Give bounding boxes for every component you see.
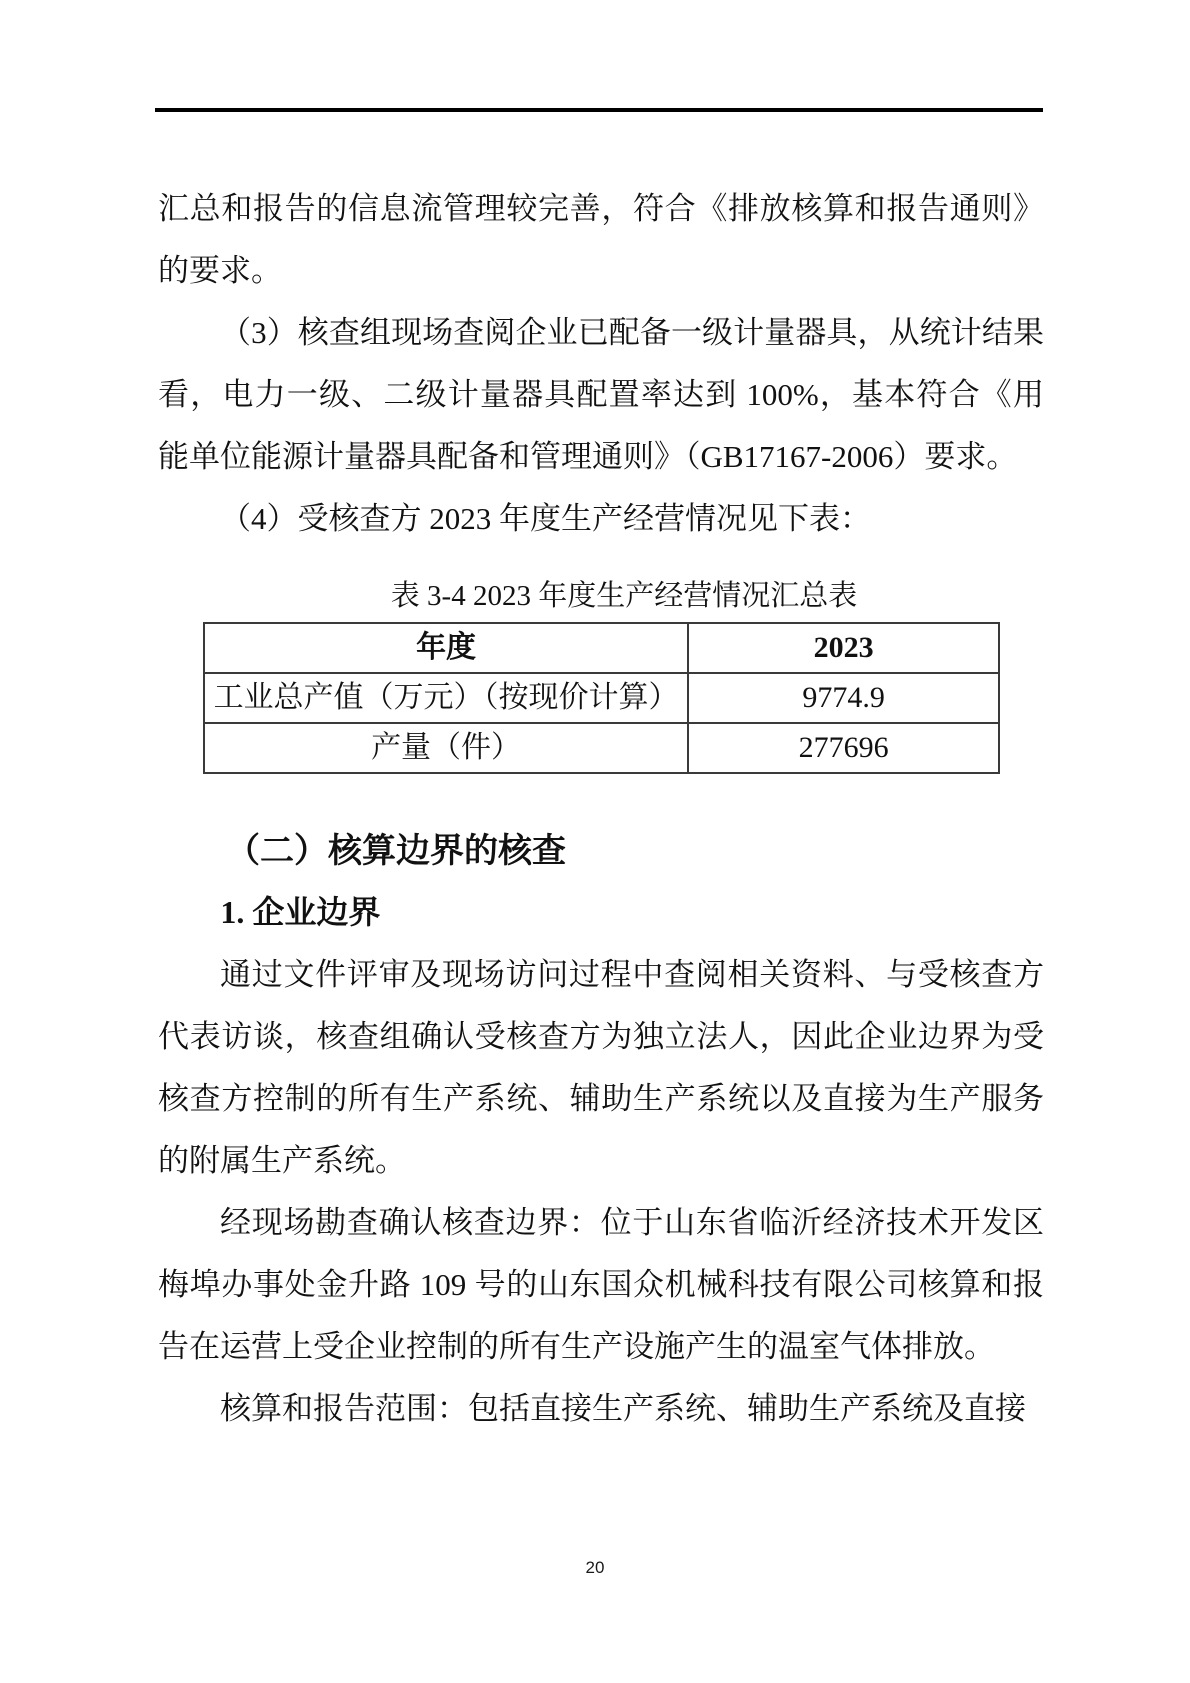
table-row-industrial-output [204,673,999,723]
table-cell-quantity-value: 277696 [688,723,999,773]
paragraph-reporting-scope: 核算和报告范围：包括直接生产系统、辅助生产系统及直接 [220,1391,1026,1426]
table-cell-quantity-label: 产量（件） [204,723,688,773]
paragraph-site-boundary: 经现场勘查确认核查边界：位于山东省临沂经济技术开发区梅埠办事处金升路 109 号的山东国众机械科技有限公司核算和报告在运营上受企业控制的所有生产设施产生的温室气体排放。 [158,1205,1044,1364]
section-heading-accounting-boundary: （二）核算边界的核查 [226,833,566,870]
table-cell-output-value: 9774.9 [688,673,999,723]
table-cell-output-label: 工业总产值（万元）（按现价计算） [204,673,688,723]
table-header-year: 年度 [204,623,688,673]
paragraph-information-flow: 汇总和报告的信息流管理较完善，符合《排放核算和报告通则》的要求。 [158,191,1044,288]
table-caption: 表 3-4 2023 年度生产经营情况汇总表 [390,580,858,612]
document-body [158,178,1044,1440]
subsection-heading-enterprise-boundary: 1. 企业边界 [220,894,381,930]
table-header-2023: 2023 [688,623,999,673]
page-number: 20 [585,1558,605,1577]
header-rule [155,108,1043,112]
paragraph-item-3-metering: （3）核查组现场查阅企业已配备一级计量器具，从统计结果看，电力一级、二级计量器具配置率达到 100%，基本符合《用能单位能源计量器具配备和管理通则》（GB17167-2006）要求。 [158,315,1044,474]
table-header-row [204,623,999,673]
paragraph-item-4-production: （4）受核查方 2023 年度生产经营情况见下表： [220,501,871,536]
table-row-quantity [204,723,999,773]
production-summary-table [203,622,1000,774]
paragraph-enterprise-boundary: 通过文件评审及现场访问过程中查阅相关资料、与受核查方代表访谈，核查组确认受核查方为独立法人，因此企业边界为受核查方控制的所有生产系统、辅助生产系统以及直接为生产服务的附属生产系统。 [158,957,1044,1178]
